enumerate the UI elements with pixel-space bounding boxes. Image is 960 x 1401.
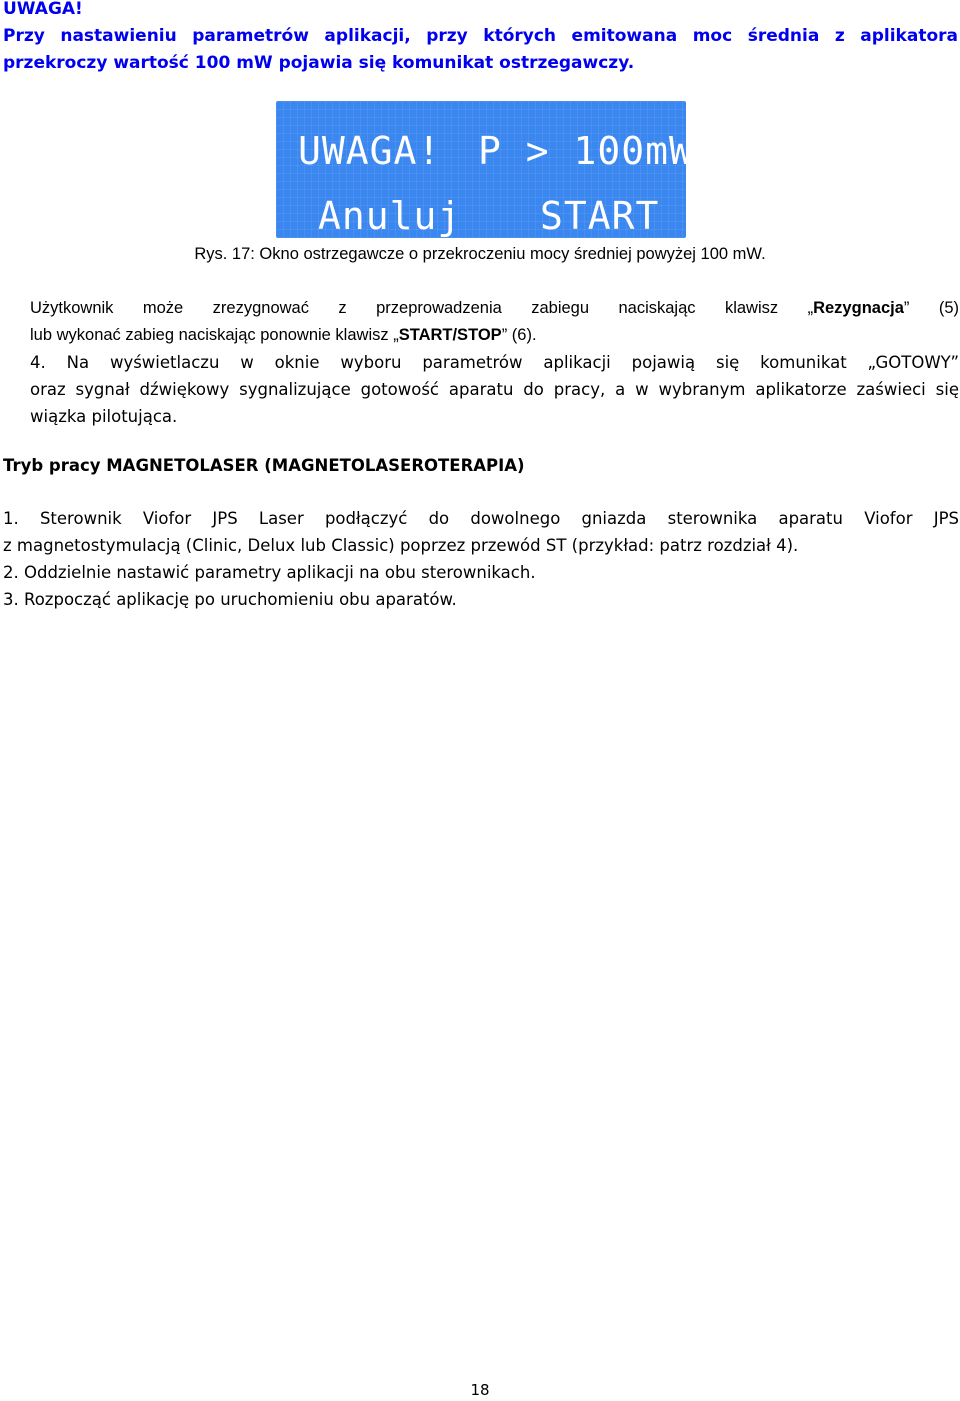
lcd-warning-display xyxy=(276,101,693,238)
warning-line-1: Przy nastawieniu parametrów aplikacji, przy których emitowana moc średnia z aplikatora xyxy=(3,26,958,46)
key-name-start-stop: START/STOP xyxy=(398,326,502,344)
key-name-rezygnacja: Rezygnacja xyxy=(813,299,904,317)
quote-open: „ xyxy=(393,326,399,344)
section-title-mode: MAGNETOLASER (MAGNETOLASEROTERAPIA) xyxy=(106,456,525,475)
lcd-start-option: START xyxy=(540,194,660,238)
warning-line-2: przekroczy wartość 100 mW pojawia się komunikat ostrzegawczy. xyxy=(3,53,635,73)
figure-caption: Rys. 17: Okno ostrzegawcze o przekroczeniu mocy średniej powyżej 100 mW. xyxy=(194,245,766,263)
quote-open: „ xyxy=(807,299,814,317)
section-title xyxy=(3,452,525,479)
lcd-warning-text: UWAGA! xyxy=(298,129,442,173)
user-para-line-2 xyxy=(30,322,537,349)
step-3: 3. Rozpocząć aplikację po uruchomieniu obu aparatów. xyxy=(3,590,457,609)
text-run: (5) xyxy=(909,299,960,317)
step-1-line-1: 1. Sterownik Viofor JPS Laser podłączyć do dowolnego gniazda sterownika aparatu Viofor JPS xyxy=(3,509,959,528)
section-title-prefix: Tryb pracy xyxy=(3,456,107,475)
text-run: lub wykonać zabieg naciskając ponownie klawisz xyxy=(30,326,394,344)
step-4-line-3: wiązka pilotująca. xyxy=(30,407,178,426)
step-4-line-1: 4. Na wyświetlaczu w oknie wyboru parametrów aplikacji pojawią się komunikat „GOTOWY” xyxy=(30,353,959,372)
text-run: Użytkownik może zrezygnować z przeprowadzenia zabiegu naciskając klawisz xyxy=(30,299,808,317)
text-run: (6). xyxy=(507,326,537,344)
quote-close: ” xyxy=(903,299,910,317)
warning-title: UWAGA! xyxy=(3,0,83,19)
page-number: 18 xyxy=(470,1381,490,1399)
step-2: 2. Oddzielnie nastawić parametry aplikacji na obu sterownikach. xyxy=(3,563,536,582)
lcd-cancel-option: Anuluj xyxy=(318,194,462,238)
step-1-line-2: z magnetostymulacją (Clinic, Delux lub Classic) poprzez przewód ST (przykład: patrz rozdział 4). xyxy=(3,536,799,555)
step-4-line-2: oraz sygnał dźwiękowy sygnalizujące gotowość aparatu do pracy, a w wybranym aplikatorze zaświeci się xyxy=(30,380,959,399)
lcd-power-text: P > 100mW xyxy=(478,129,693,173)
user-para-line-1 xyxy=(30,295,959,322)
quote-close: ” xyxy=(501,326,508,344)
